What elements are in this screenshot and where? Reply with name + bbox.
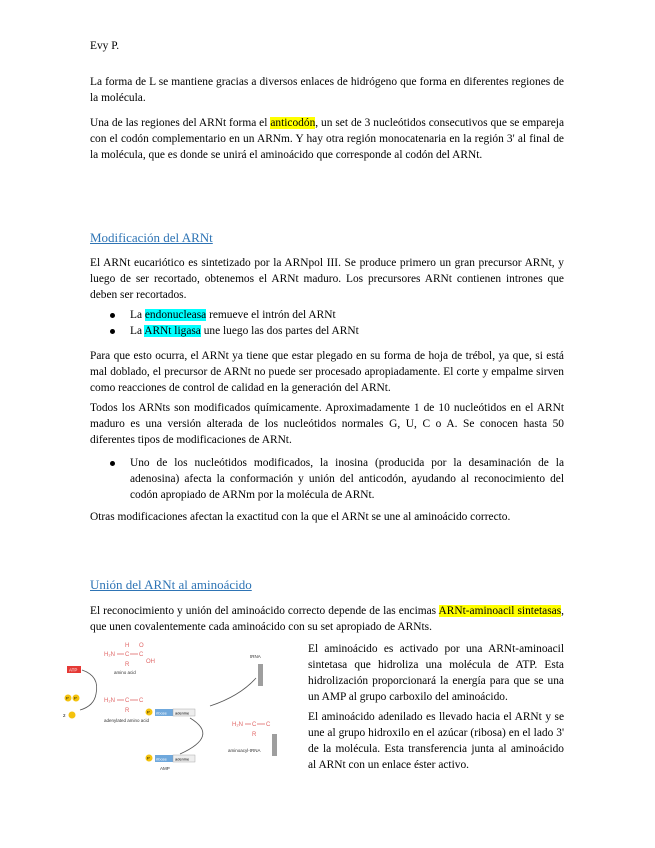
text-run: La: [130, 325, 145, 337]
label-c: C: [125, 652, 130, 658]
label-trna: tRNA: [250, 654, 261, 659]
author-name: Evy P.: [90, 40, 120, 52]
label-h2n: H₂N: [232, 722, 243, 728]
paragraph-recognition: [90, 603, 564, 635]
arrow-icon: [80, 670, 97, 710]
label-c: C: [252, 722, 257, 728]
label-h: H: [125, 643, 130, 649]
paragraph-modifications: Todos los ARNts son modificados químicamente. Aproximadamente 1 de 10 nucleótidos en el ARNt maduro es una versión alterada de los nucleótidos normales G, U, C o A. Se conocen hasta 50 diferentes tipos de modificaciones de ARNt.: [90, 402, 564, 446]
list-item: [90, 307, 564, 323]
bullet-list-enzymes: [90, 307, 564, 339]
highlight-arnt-ligasa: ARNt ligasa: [144, 325, 201, 337]
bullet-icon: [110, 461, 115, 466]
label-h2n: H₂N: [104, 652, 115, 658]
label-h2n: H₂N: [104, 698, 115, 704]
paragraph-folding: Para que esto ocurra, el ARNt ya tiene que estar plegado en su forma de hoja de trébol, ya que, si está mal doblado, el precursor de ARNt no puede ser procesado apropiadamente. El corte y empalme sirven como reacciones de control de calidad en la generación del ARNt.: [90, 350, 564, 394]
bullet-icon: [110, 313, 115, 318]
paragraph-synthesis: El ARNt eucariótico es sintetizado por la ARNpol III. Se produce primero un gran precursor ARNt, y luego de ser recortado, obtenemos el ARNt maduro. Los precursores ARNt contienen intrones que deben ser recortados.: [90, 257, 564, 301]
label-adenine: adenine: [175, 710, 190, 716]
list-item: [90, 455, 564, 503]
label-o: O: [139, 643, 144, 649]
trna-icon: [258, 664, 263, 686]
text-run: La: [130, 309, 145, 321]
text-run: Uno de los nucleótidos modificados, la inosina (producida por la desaminación de la adenosina) afecta la conformación y unión del anticodón, ayudando al reconocimiento del codón apropiado de ARNm por la molécula de ARNt.: [130, 457, 564, 501]
label-c: C: [125, 698, 130, 704]
label-2: 2: [63, 713, 66, 718]
heading-union[interactable]: Unión del ARNt al aminoácido: [90, 577, 252, 592]
paragraph-transfer: El aminoácido adenilado es llevado hacia el ARNt y se une al grupo hidroxilo en el azúcar (ribosa) en el lado 3' de la molécula. Esta transferencia junta al aminoácido al ARNt con un enlace éster activo.: [308, 711, 564, 771]
label-p: P: [147, 755, 150, 761]
highlight-endonucleasa: endonucleasa: [144, 309, 207, 321]
trna-icon: [272, 734, 277, 756]
label-aminoacyl: aminoacyl-tRNA: [228, 748, 261, 753]
label-r: R: [125, 662, 130, 668]
label-c: C: [266, 722, 271, 728]
label-amp: AMP: [160, 766, 170, 771]
label-ribose: ribose: [156, 710, 167, 716]
text-run: Una de las regiones del ARNt forma el: [90, 117, 271, 129]
arrow-icon: [210, 678, 256, 706]
text-run: une luego las dos partes del ARNt: [200, 325, 359, 337]
bullet-list-inosina: [90, 455, 564, 503]
text-run: , un set de 3 nucleótidos consecutivos que se empareja con el codón complementario en un ARNm. Y hay otra región monocatenaria en la región 3' al final de la molécula, que es donde se unirá el aminoácido que corresponde al codón del ARNt.: [90, 117, 565, 161]
aminoacylation-figure: [60, 636, 300, 776]
phosphate-icon: [69, 712, 76, 719]
label-amino-acid: amino acid: [114, 670, 136, 675]
label-adenine: adenine: [175, 756, 190, 762]
label-p: P: [147, 709, 150, 715]
highlight-sintetasas: ARNt-aminoacil sintetasas: [438, 605, 562, 617]
label-p: P: [66, 695, 69, 701]
label-r: R: [125, 708, 130, 714]
highlight-anticodon: anticodón: [270, 117, 316, 129]
paragraph-l-shape: La forma de L se mantiene gracias a diversos enlaces de hidrógeno que forma en diferentes regiones de la molécula.: [90, 76, 564, 104]
label-r: R: [252, 732, 257, 738]
amino-acid-structure: [104, 643, 155, 668]
label-atp: ATP: [69, 667, 78, 673]
paragraph-accuracy: Otras modificaciones afectan la exactitud con la que el ARNt se une al aminoácido correcto.: [90, 511, 511, 523]
bullet-icon: [110, 329, 115, 334]
text-run: remueve el intrón del ARNt: [206, 309, 336, 321]
adenylated-structure: [104, 698, 144, 714]
label-adenylated: adenylated amino acid: [104, 718, 150, 723]
label-ribose: ribose: [156, 756, 167, 762]
label-oh: OH: [146, 659, 155, 665]
heading-modificacion[interactable]: Modificación del ARNt: [90, 230, 213, 245]
text-run: , que unen covalentemente cada aminoácido con su set apropiado de ARNts.: [90, 605, 565, 633]
list-item: [90, 323, 564, 339]
aminoacyl-structure: [232, 722, 271, 738]
label-c: C: [139, 652, 144, 658]
label-p: P: [74, 695, 77, 701]
paragraph-anticodon: [90, 115, 564, 163]
arrow-icon: [180, 718, 203, 754]
text-run: El reconocimiento y unión del aminoácido correcto depende de las encimas: [90, 605, 439, 617]
label-c: C: [139, 698, 144, 704]
paragraph-activation: El aminoácido es activado por una ARNt-aminoacil sintetasa que hidroliza una molécula de ATP. Esta hidrolización proporcionará la energía para que se una un AMP al grupo carboxilo del aminoácido.: [308, 643, 564, 703]
